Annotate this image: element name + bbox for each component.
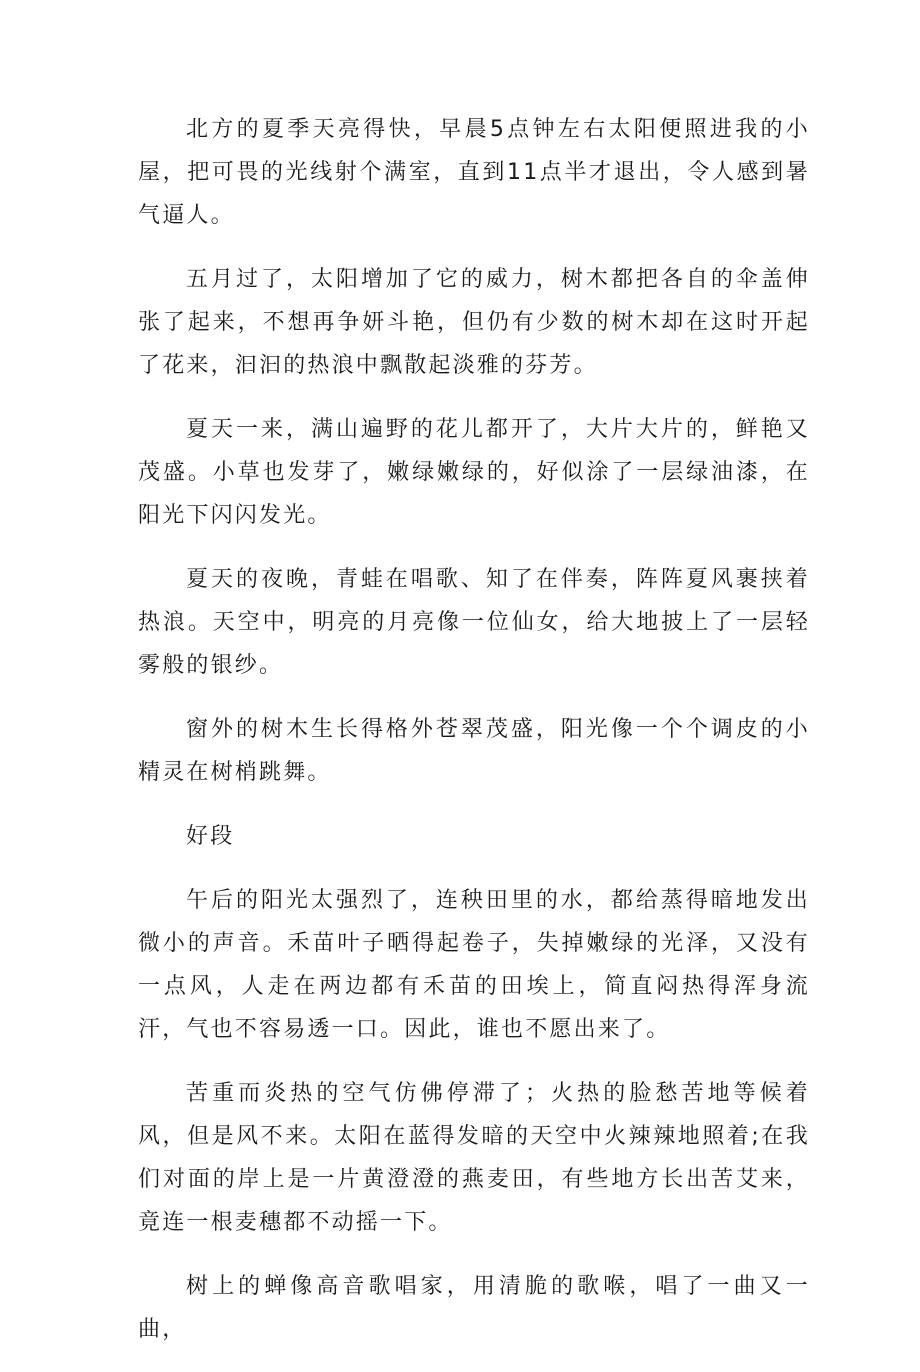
paragraph-5: 窗外的树木生长得格外苍翠茂盛，阳光像一个个调皮的小精灵在树梢跳舞。 xyxy=(138,717,810,785)
document-body xyxy=(138,108,810,1372)
paragraph-1: 北方的夏季天亮得快，早晨5点钟左右太阳便照进我的小屋，把可畏的光线射个满室，直到11点半才退出，令人感到暑气逼人。 xyxy=(138,117,810,228)
paragraph-4: 夏天的夜晚，青蛙在唱歌、知了在伴奏，阵阵夏风裹挟着热浪。天空中，明亮的月亮像一位仙女，给大地披上了一层轻雾般的银纱。 xyxy=(138,567,810,678)
paragraph-3: 夏天一来，满山遍野的花儿都开了，大片大片的，鲜艳又茂盛。小草也发芽了，嫩绿嫩绿的，好似涂了一层绿油漆，在阳光下闪闪发光。 xyxy=(138,417,810,528)
paragraph-7: 苦重而炎热的空气仿佛停滞了；火热的脸愁苦地等候着风，但是风不来。太阳在蓝得发暗的天空中火辣辣地照着;在我们对面的岸上是一片黄澄澄的燕麦田，有些地方长出苦艾来，竟连一根麦穗都不动摇一下。 xyxy=(138,1081,810,1235)
paragraph-2: 五月过了，太阳增加了它的威力，树木都把各自的伞盖伸张了起来，不想再争妍斗艳，但仍有少数的树木却在这时开起了花来，汩汩的热浪中飘散起淡雅的芬芳。 xyxy=(138,267,810,378)
paragraph-6: 午后的阳光太强烈了，连秧田里的水，都给蒸得暗地发出微小的声音。禾苗叶子晒得起卷子，失掉嫩绿的光泽，又没有一点风，人走在两边都有禾苗的田埃上，简直闷热得浑身流汗，气也不容易透一口。因此，谁也不愿出来了。 xyxy=(138,888,810,1042)
paragraph-8: 树上的蝉像高音歌唱家，用清脆的歌喉，唱了一曲又一曲， xyxy=(138,1274,810,1342)
section-heading: 好段 xyxy=(186,824,235,849)
